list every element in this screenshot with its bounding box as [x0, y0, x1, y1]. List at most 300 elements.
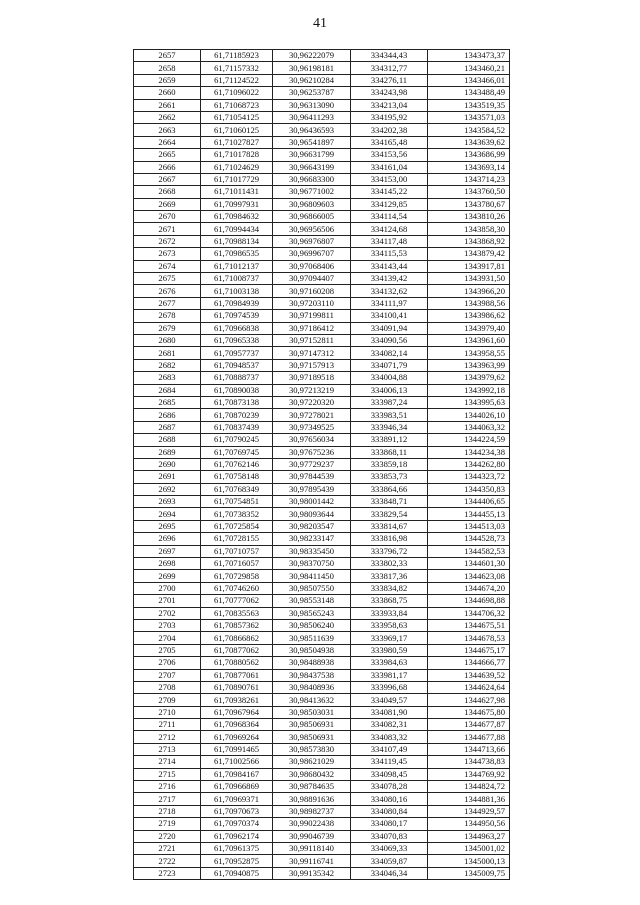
- point-number-cell: 2704: [134, 632, 201, 644]
- table-row: [134, 111, 510, 123]
- point-number-cell: 2710: [134, 706, 201, 718]
- point-number-cell: 2719: [134, 818, 201, 830]
- table-row: [134, 173, 510, 185]
- point-number-cell: 2707: [134, 669, 201, 681]
- x-coordinate-cell: 333814,67: [351, 520, 428, 532]
- y-coordinate-cell: 1343760,50: [428, 186, 510, 198]
- table-row: [134, 458, 510, 470]
- longitude-cell: 30,97220320: [273, 396, 351, 408]
- x-coordinate-cell: 334153,56: [351, 149, 428, 161]
- y-coordinate-cell: 1344323,72: [428, 471, 510, 483]
- table-row: [134, 595, 510, 607]
- x-coordinate-cell: 333984,63: [351, 657, 428, 669]
- x-coordinate-cell: 334114,54: [351, 211, 428, 223]
- longitude-cell: 30,96436593: [273, 124, 351, 136]
- point-number-cell: 2659: [134, 74, 201, 86]
- point-number-cell: 2699: [134, 570, 201, 582]
- point-number-cell: 2711: [134, 719, 201, 731]
- y-coordinate-cell: 1344582,53: [428, 545, 510, 557]
- longitude-cell: 30,98511639: [273, 632, 351, 644]
- table-row: [134, 756, 510, 768]
- point-number-cell: 2662: [134, 111, 201, 123]
- latitude-cell: 61,70710757: [201, 545, 273, 557]
- point-number-cell: 2720: [134, 830, 201, 842]
- table-row: [134, 434, 510, 446]
- y-coordinate-cell: 1343961,60: [428, 334, 510, 346]
- table-row: [134, 706, 510, 718]
- y-coordinate-cell: 1343571,03: [428, 111, 510, 123]
- point-number-cell: 2714: [134, 756, 201, 768]
- y-coordinate-cell: 1343714,23: [428, 173, 510, 185]
- table-row: [134, 805, 510, 817]
- x-coordinate-cell: 333864,66: [351, 483, 428, 495]
- x-coordinate-cell: 334143,44: [351, 260, 428, 272]
- latitude-cell: 61,71096022: [201, 87, 273, 99]
- table-row: [134, 508, 510, 520]
- longitude-cell: 30,98621029: [273, 756, 351, 768]
- longitude-cell: 30,98506931: [273, 719, 351, 731]
- x-coordinate-cell: 333946,34: [351, 421, 428, 433]
- x-coordinate-cell: 333933,84: [351, 607, 428, 619]
- latitude-cell: 61,70957737: [201, 347, 273, 359]
- x-coordinate-cell: 334243,98: [351, 87, 428, 99]
- point-number-cell: 2672: [134, 235, 201, 247]
- point-number-cell: 2676: [134, 285, 201, 297]
- latitude-cell: 61,70969264: [201, 731, 273, 743]
- x-coordinate-cell: 334165,48: [351, 136, 428, 148]
- table-row: [134, 310, 510, 322]
- table-row: [134, 496, 510, 508]
- point-number-cell: 2712: [134, 731, 201, 743]
- latitude-cell: 61,71027827: [201, 136, 273, 148]
- y-coordinate-cell: 1344738,83: [428, 756, 510, 768]
- point-number-cell: 2688: [134, 434, 201, 446]
- latitude-cell: 61,70988134: [201, 235, 273, 247]
- x-coordinate-cell: 333853,73: [351, 471, 428, 483]
- point-number-cell: 2713: [134, 743, 201, 755]
- point-number-cell: 2666: [134, 161, 201, 173]
- point-number-cell: 2715: [134, 768, 201, 780]
- longitude-cell: 30,98982737: [273, 805, 351, 817]
- table-row: [134, 74, 510, 86]
- point-number-cell: 2685: [134, 396, 201, 408]
- latitude-cell: 61,70948537: [201, 359, 273, 371]
- latitude-cell: 61,70729858: [201, 570, 273, 582]
- latitude-cell: 61,71017729: [201, 173, 273, 185]
- y-coordinate-cell: 1343995,63: [428, 396, 510, 408]
- point-number-cell: 2690: [134, 458, 201, 470]
- latitude-cell: 61,70968364: [201, 719, 273, 731]
- y-coordinate-cell: 1344706,32: [428, 607, 510, 619]
- y-coordinate-cell: 1344455,13: [428, 508, 510, 520]
- latitude-cell: 61,70738352: [201, 508, 273, 520]
- longitude-cell: 30,97157913: [273, 359, 351, 371]
- x-coordinate-cell: 333834,82: [351, 582, 428, 594]
- longitude-cell: 30,98507550: [273, 582, 351, 594]
- latitude-cell: 61,70790245: [201, 434, 273, 446]
- longitude-cell: 30,99118140: [273, 843, 351, 855]
- latitude-cell: 61,70994434: [201, 223, 273, 235]
- longitude-cell: 30,97152811: [273, 334, 351, 346]
- longitude-cell: 30,96210284: [273, 74, 351, 86]
- latitude-cell: 61,70984167: [201, 768, 273, 780]
- x-coordinate-cell: 333969,17: [351, 632, 428, 644]
- x-coordinate-cell: 334111,97: [351, 297, 428, 309]
- y-coordinate-cell: 1344666,77: [428, 657, 510, 669]
- y-coordinate-cell: 1344677,87: [428, 719, 510, 731]
- x-coordinate-cell: 334069,33: [351, 843, 428, 855]
- table-row: [134, 297, 510, 309]
- x-coordinate-cell: 333980,59: [351, 644, 428, 656]
- longitude-cell: 30,97656034: [273, 434, 351, 446]
- latitude-cell: 61,71012137: [201, 260, 273, 272]
- latitude-cell: 61,70769745: [201, 446, 273, 458]
- longitude-cell: 30,97199811: [273, 310, 351, 322]
- longitude-cell: 30,97675236: [273, 446, 351, 458]
- latitude-cell: 61,70962174: [201, 830, 273, 842]
- y-coordinate-cell: 1344675,80: [428, 706, 510, 718]
- page-number: 41: [313, 16, 327, 31]
- x-coordinate-cell: 334119,45: [351, 756, 428, 768]
- longitude-cell: 30,98784635: [273, 781, 351, 793]
- longitude-cell: 30,96541897: [273, 136, 351, 148]
- x-coordinate-cell: 334080,84: [351, 805, 428, 817]
- table-row: [134, 136, 510, 148]
- y-coordinate-cell: 1344698,88: [428, 595, 510, 607]
- table-row: [134, 223, 510, 235]
- longitude-cell: 30,96996707: [273, 248, 351, 260]
- x-coordinate-cell: 333891,12: [351, 434, 428, 446]
- x-coordinate-cell: 334091,94: [351, 322, 428, 334]
- longitude-cell: 30,99116741: [273, 855, 351, 867]
- longitude-cell: 30,99046739: [273, 830, 351, 842]
- longitude-cell: 30,98411450: [273, 570, 351, 582]
- point-number-cell: 2680: [134, 334, 201, 346]
- longitude-cell: 30,96411293: [273, 111, 351, 123]
- x-coordinate-cell: 333848,71: [351, 496, 428, 508]
- longitude-cell: 30,97186412: [273, 322, 351, 334]
- point-number-cell: 2721: [134, 843, 201, 855]
- point-number-cell: 2696: [134, 533, 201, 545]
- point-number-cell: 2697: [134, 545, 201, 557]
- y-coordinate-cell: 1343780,67: [428, 198, 510, 210]
- y-coordinate-cell: 1343868,92: [428, 235, 510, 247]
- table-row: [134, 248, 510, 260]
- table-row: [134, 372, 510, 384]
- point-number-cell: 2671: [134, 223, 201, 235]
- longitude-cell: 30,96222079: [273, 50, 351, 62]
- longitude-cell: 30,96683300: [273, 173, 351, 185]
- x-coordinate-cell: 333796,72: [351, 545, 428, 557]
- point-number-cell: 2717: [134, 793, 201, 805]
- y-coordinate-cell: 1345009,75: [428, 867, 510, 879]
- y-coordinate-cell: 1344627,98: [428, 694, 510, 706]
- y-coordinate-cell: 1344677,88: [428, 731, 510, 743]
- table-row: [134, 211, 510, 223]
- longitude-cell: 30,98506931: [273, 731, 351, 743]
- latitude-cell: 61,71068723: [201, 99, 273, 111]
- point-number-cell: 2723: [134, 867, 201, 879]
- point-number-cell: 2718: [134, 805, 201, 817]
- latitude-cell: 61,70758148: [201, 471, 273, 483]
- point-number-cell: 2692: [134, 483, 201, 495]
- y-coordinate-cell: 1343519,35: [428, 99, 510, 111]
- y-coordinate-cell: 1344881,36: [428, 793, 510, 805]
- x-coordinate-cell: 334081,90: [351, 706, 428, 718]
- latitude-cell: 61,70890038: [201, 384, 273, 396]
- point-number-cell: 2687: [134, 421, 201, 433]
- latitude-cell: 61,70877061: [201, 669, 273, 681]
- point-number-cell: 2686: [134, 409, 201, 421]
- table-row: [134, 520, 510, 532]
- table-row: [134, 198, 510, 210]
- table-row: [134, 694, 510, 706]
- longitude-cell: 30,98503031: [273, 706, 351, 718]
- y-coordinate-cell: 1344950,56: [428, 818, 510, 830]
- y-coordinate-cell: 1344824,72: [428, 781, 510, 793]
- longitude-cell: 30,97203110: [273, 297, 351, 309]
- latitude-cell: 61,70754851: [201, 496, 273, 508]
- table-row: [134, 867, 510, 879]
- longitude-cell: 30,99022438: [273, 818, 351, 830]
- latitude-cell: 61,70873138: [201, 396, 273, 408]
- x-coordinate-cell: 334312,77: [351, 62, 428, 74]
- point-number-cell: 2700: [134, 582, 201, 594]
- table-row: [134, 347, 510, 359]
- point-number-cell: 2705: [134, 644, 201, 656]
- table-row: [134, 731, 510, 743]
- y-coordinate-cell: 1344234,38: [428, 446, 510, 458]
- x-coordinate-cell: 333816,98: [351, 533, 428, 545]
- point-number-cell: 2706: [134, 657, 201, 669]
- latitude-cell: 61,70966869: [201, 781, 273, 793]
- y-coordinate-cell: 1344350,83: [428, 483, 510, 495]
- point-number-cell: 2703: [134, 619, 201, 631]
- point-number-cell: 2670: [134, 211, 201, 223]
- x-coordinate-cell: 334059,87: [351, 855, 428, 867]
- point-number-cell: 2701: [134, 595, 201, 607]
- x-coordinate-cell: 334117,48: [351, 235, 428, 247]
- y-coordinate-cell: 1343810,26: [428, 211, 510, 223]
- latitude-cell: 61,70835563: [201, 607, 273, 619]
- x-coordinate-cell: 333987,24: [351, 396, 428, 408]
- latitude-cell: 61,70768349: [201, 483, 273, 495]
- latitude-cell: 61,70857362: [201, 619, 273, 631]
- x-coordinate-cell: 334100,41: [351, 310, 428, 322]
- table-row: [134, 768, 510, 780]
- table-row: [134, 545, 510, 557]
- x-coordinate-cell: 334202,38: [351, 124, 428, 136]
- point-number-cell: 2673: [134, 248, 201, 260]
- latitude-cell: 61,71024629: [201, 161, 273, 173]
- table-row: [134, 186, 510, 198]
- x-coordinate-cell: 334124,68: [351, 223, 428, 235]
- point-number-cell: 2658: [134, 62, 201, 74]
- latitude-cell: 61,70725854: [201, 520, 273, 532]
- longitude-cell: 30,97213219: [273, 384, 351, 396]
- table-row: [134, 396, 510, 408]
- latitude-cell: 61,70777062: [201, 595, 273, 607]
- table-row: [134, 818, 510, 830]
- x-coordinate-cell: 334082,31: [351, 719, 428, 731]
- table-row: [134, 99, 510, 111]
- table-row: [134, 681, 510, 693]
- point-number-cell: 2663: [134, 124, 201, 136]
- x-coordinate-cell: 334344,43: [351, 50, 428, 62]
- latitude-cell: 61,70969371: [201, 793, 273, 805]
- table-row: [134, 855, 510, 867]
- y-coordinate-cell: 1343963,99: [428, 359, 510, 371]
- x-coordinate-cell: 333859,18: [351, 458, 428, 470]
- y-coordinate-cell: 1345000,13: [428, 855, 510, 867]
- point-number-cell: 2674: [134, 260, 201, 272]
- point-number-cell: 2722: [134, 855, 201, 867]
- longitude-cell: 30,98413632: [273, 694, 351, 706]
- longitude-cell: 30,99135342: [273, 867, 351, 879]
- x-coordinate-cell: 333958,63: [351, 619, 428, 631]
- y-coordinate-cell: 1344624,64: [428, 681, 510, 693]
- table-row: [134, 384, 510, 396]
- longitude-cell: 30,98506240: [273, 619, 351, 631]
- y-coordinate-cell: 1343966,20: [428, 285, 510, 297]
- longitude-cell: 30,97349525: [273, 421, 351, 433]
- longitude-cell: 30,96631799: [273, 149, 351, 161]
- x-coordinate-cell: 334276,11: [351, 74, 428, 86]
- x-coordinate-cell: 334071,79: [351, 359, 428, 371]
- longitude-cell: 30,96809603: [273, 198, 351, 210]
- y-coordinate-cell: 1343986,62: [428, 310, 510, 322]
- longitude-cell: 30,97278021: [273, 409, 351, 421]
- longitude-cell: 30,97068406: [273, 260, 351, 272]
- point-number-cell: 2675: [134, 273, 201, 285]
- x-coordinate-cell: 334161,04: [351, 161, 428, 173]
- longitude-cell: 30,97189518: [273, 372, 351, 384]
- point-number-cell: 2668: [134, 186, 201, 198]
- longitude-cell: 30,98573830: [273, 743, 351, 755]
- latitude-cell: 61,70961375: [201, 843, 273, 855]
- y-coordinate-cell: 1343686,99: [428, 149, 510, 161]
- x-coordinate-cell: 333868,11: [351, 446, 428, 458]
- x-coordinate-cell: 334139,42: [351, 273, 428, 285]
- longitude-cell: 30,98093644: [273, 508, 351, 520]
- longitude-cell: 30,98680432: [273, 768, 351, 780]
- point-number-cell: 2691: [134, 471, 201, 483]
- table-row: [134, 260, 510, 272]
- table-row: [134, 409, 510, 421]
- point-number-cell: 2682: [134, 359, 201, 371]
- x-coordinate-cell: 334070,83: [351, 830, 428, 842]
- latitude-cell: 61,70997931: [201, 198, 273, 210]
- y-coordinate-cell: 1343992,18: [428, 384, 510, 396]
- table-row: [134, 62, 510, 74]
- x-coordinate-cell: 334080,16: [351, 793, 428, 805]
- y-coordinate-cell: 1343879,42: [428, 248, 510, 260]
- y-coordinate-cell: 1343473,37: [428, 50, 510, 62]
- y-coordinate-cell: 1343858,30: [428, 223, 510, 235]
- latitude-cell: 61,70888737: [201, 372, 273, 384]
- longitude-cell: 30,97729237: [273, 458, 351, 470]
- point-number-cell: 2677: [134, 297, 201, 309]
- y-coordinate-cell: 1343584,52: [428, 124, 510, 136]
- x-coordinate-cell: 333817,36: [351, 570, 428, 582]
- y-coordinate-cell: 1343466,01: [428, 74, 510, 86]
- table-row: [134, 558, 510, 570]
- latitude-cell: 61,71002566: [201, 756, 273, 768]
- longitude-cell: 30,96866005: [273, 211, 351, 223]
- x-coordinate-cell: 334107,49: [351, 743, 428, 755]
- table-row: [134, 719, 510, 731]
- point-number-cell: 2657: [134, 50, 201, 62]
- latitude-cell: 61,70965338: [201, 334, 273, 346]
- longitude-cell: 30,96198181: [273, 62, 351, 74]
- table-row: [134, 743, 510, 755]
- point-number-cell: 2660: [134, 87, 201, 99]
- point-number-cell: 2684: [134, 384, 201, 396]
- table-row: [134, 619, 510, 631]
- longitude-cell: 30,98335450: [273, 545, 351, 557]
- latitude-cell: 61,70986535: [201, 248, 273, 260]
- latitude-cell: 61,71017828: [201, 149, 273, 161]
- latitude-cell: 61,71011431: [201, 186, 273, 198]
- table-row: [134, 285, 510, 297]
- latitude-cell: 61,70967964: [201, 706, 273, 718]
- point-number-cell: 2664: [134, 136, 201, 148]
- table-row: [134, 471, 510, 483]
- x-coordinate-cell: 334195,92: [351, 111, 428, 123]
- longitude-cell: 30,96643199: [273, 161, 351, 173]
- x-coordinate-cell: 333868,75: [351, 595, 428, 607]
- point-number-cell: 2708: [134, 681, 201, 693]
- latitude-cell: 61,71124522: [201, 74, 273, 86]
- x-coordinate-cell: 334083,32: [351, 731, 428, 743]
- y-coordinate-cell: 1344224,59: [428, 434, 510, 446]
- longitude-cell: 30,98891636: [273, 793, 351, 805]
- table-row: [134, 793, 510, 805]
- point-number-cell: 2683: [134, 372, 201, 384]
- latitude-cell: 61,71008737: [201, 273, 273, 285]
- table-row: [134, 607, 510, 619]
- point-number-cell: 2665: [134, 149, 201, 161]
- table-row: [134, 446, 510, 458]
- x-coordinate-cell: 334098,45: [351, 768, 428, 780]
- point-number-cell: 2709: [134, 694, 201, 706]
- latitude-cell: 61,71157332: [201, 62, 273, 74]
- y-coordinate-cell: 1344026,10: [428, 409, 510, 421]
- longitude-cell: 30,98437538: [273, 669, 351, 681]
- table-row: [134, 781, 510, 793]
- y-coordinate-cell: 1344601,30: [428, 558, 510, 570]
- x-coordinate-cell: 334090,56: [351, 334, 428, 346]
- longitude-cell: 30,97160208: [273, 285, 351, 297]
- latitude-cell: 61,70870239: [201, 409, 273, 421]
- table-row: [134, 161, 510, 173]
- y-coordinate-cell: 1343979,62: [428, 372, 510, 384]
- y-coordinate-cell: 1344769,92: [428, 768, 510, 780]
- table-row: [134, 533, 510, 545]
- y-coordinate-cell: 1343931,50: [428, 273, 510, 285]
- x-coordinate-cell: 333802,33: [351, 558, 428, 570]
- table-row: [134, 50, 510, 62]
- longitude-cell: 30,97094407: [273, 273, 351, 285]
- latitude-cell: 61,70880562: [201, 657, 273, 669]
- y-coordinate-cell: 1344528,73: [428, 533, 510, 545]
- point-number-cell: 2689: [134, 446, 201, 458]
- table-row: [134, 359, 510, 371]
- longitude-cell: 30,98408936: [273, 681, 351, 693]
- latitude-cell: 61,70890761: [201, 681, 273, 693]
- x-coordinate-cell: 334006,13: [351, 384, 428, 396]
- y-coordinate-cell: 1344063,32: [428, 421, 510, 433]
